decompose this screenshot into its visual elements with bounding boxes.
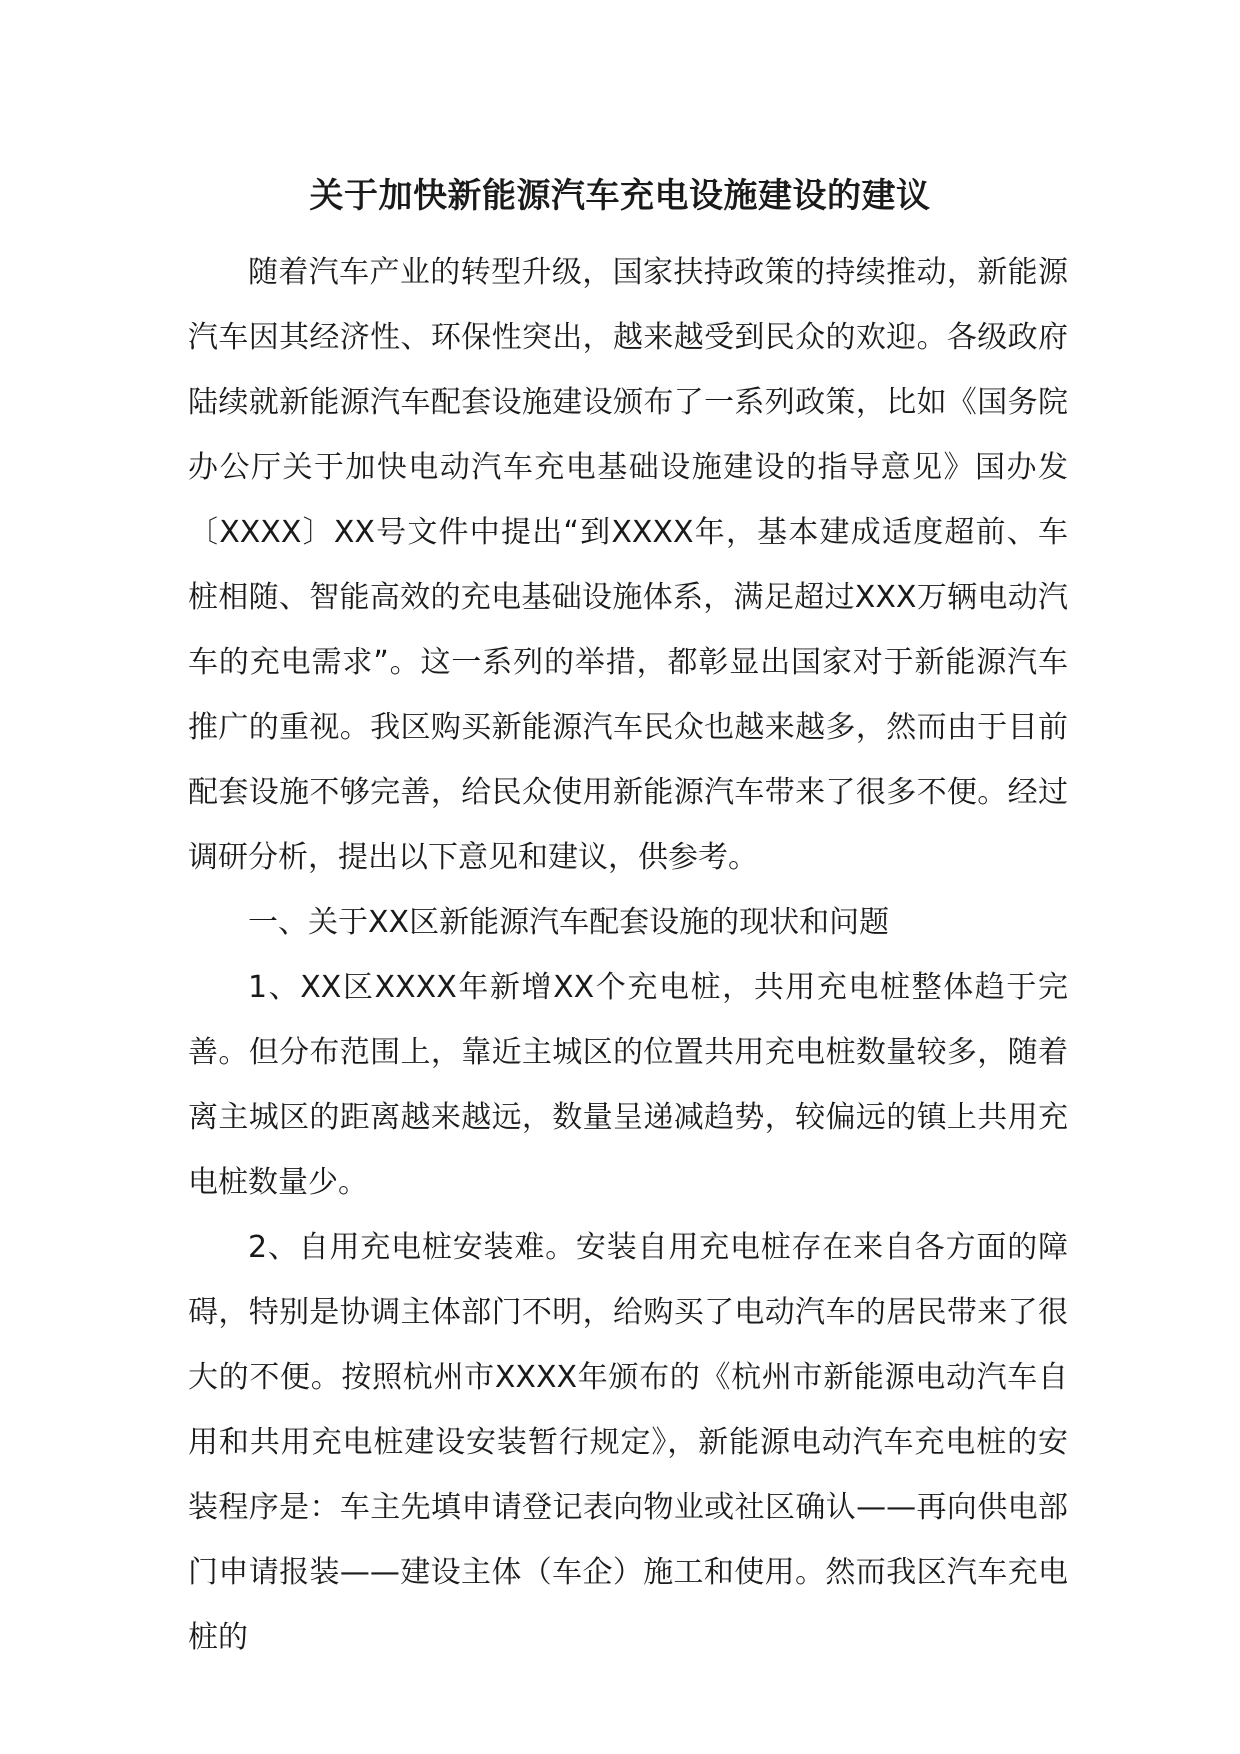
paragraph-item-1: 1、XX区XXXX年新增XX个充电桩，共用充电桩整体趋于完善。但分布范围上，靠近主城区的位置共用充电桩数量较多，随着离主城区的距离越来越远，数量呈递减趋势，较偏远的镇上共用充电桩数量少。 bbox=[188, 970, 1068, 1200]
paragraph-item-2: 2、自用充电桩安装难。安装自用充电桩存在来自各方面的障碍，特别是协调主体部门不明，给购买了电动汽车的居民带来了很大的不便。按照杭州市XXXX年颁布的《杭州市新能源电动汽车自用和共用充电桩建设安装暂行规定》，新能源电动汽车充电桩的安装程序是：车主先填申请登记表向物业或社区确认——再向供电部门申请报装——建设主体（车企）施工和使用。然而我区汽车充电桩的 bbox=[188, 1230, 1068, 1655]
document-body bbox=[188, 240, 1068, 1670]
paragraph-intro: 随着汽车产业的转型升级，国家扶持政策的持续推动，新能源汽车因其经济性、环保性突出，越来越受到民众的欢迎。各级政府陆续就新能源汽车配套设施建设颁布了一系列政策，比如《国务院办公厅关于加快电动汽车充电基础设施建设的指导意见》国办发〔XXXX〕XX号文件中提出“到XXXX年，基本建成适度超前、车桩相随、智能高效的充电基础设施体系，满足超过XXX万辆电动汽车的充电需求”。这一系列的举措，都彰显出国家对于新能源汽车推广的重视。我区购买新能源汽车民众也越来越多，然而由于目前配套设施不够完善，给民众使用新能源汽车带来了很多不便。经过调研分析，提出以下意见和建议，供参考。 bbox=[188, 255, 1068, 875]
paragraph-section-heading: 一、关于XX区新能源汽车配套设施的现状和问题 bbox=[248, 905, 890, 940]
document-title: 关于加快新能源汽车充电设施建设的建议 bbox=[309, 176, 931, 216]
